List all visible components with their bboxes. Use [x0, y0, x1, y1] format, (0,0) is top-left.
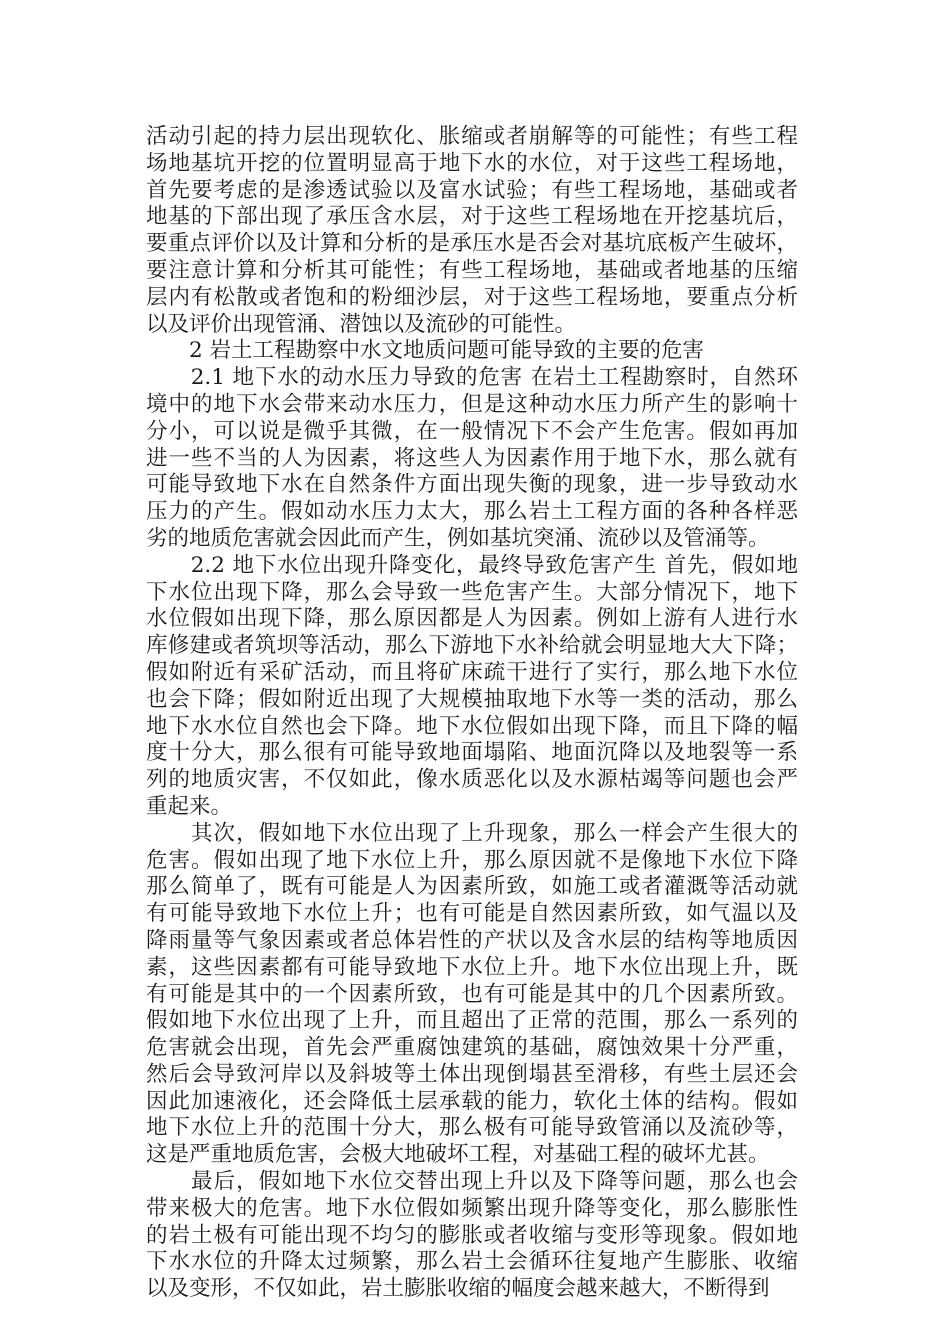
text-line: 地下水位上升的范围十分大，那么极有可能导致管涌以及流砂等， [146, 1115, 798, 1141]
text-line: 列的地质灾害，不仅如此，像水质恶化以及水源枯竭等问题也会严 [146, 767, 798, 793]
text-line: 危害就会出现，首先会严重腐蚀建筑的基础，腐蚀效果十分严重， [146, 1035, 798, 1061]
text-line: 那么简单了，既有可能是人为因素所致，如施工或者灌溉等活动就 [146, 874, 798, 900]
text-line: 危害。假如出现了地下水位上升，那么原因就不是像地下水位下降 [146, 847, 798, 873]
text-line: 要注意计算和分析其可能性；有些工程场地，基础或者地基的压缩 [146, 257, 798, 283]
text-line: 以及评价出现管涌、潜蚀以及流砂的可能性。 [146, 311, 577, 337]
text-line: 地下水水位自然也会下降。地下水位假如出现下降，而且下降的幅 [146, 713, 798, 739]
text-line: 活动引起的持力层出现软化、胀缩或者崩解等的可能性；有些工程 [146, 124, 798, 149]
text-line: 分小，可以说是微乎其微，在一般情况下不会产生危害。假如再加 [146, 418, 798, 444]
text-line: 地基的下部出现了承压含水层，对于这些工程场地在开挖基坑后， [146, 204, 798, 230]
text-line: 也会下降；假如附近出现了大规模抽取地下水等一类的活动，那么 [146, 686, 798, 712]
text-line: 2.1 地下水的动水压力导致的危害 在岩土工程勘察时，自然环 [146, 365, 798, 391]
paragraph [146, 821, 798, 1169]
text-line: 库修建或者筑坝等活动，那么下游地下水补给就会明显地大大下降； [146, 633, 798, 659]
text-line: 的岩土极有可能出现不均匀的膨胀或者收缩与变形等现象。假如地 [146, 1222, 798, 1248]
paragraph [146, 1169, 798, 1303]
text-line: 2 岩土工程勘察中水文地质问题可能导致的主要的危害 [146, 338, 705, 364]
text-line: 最后，假如地下水位交替出现上升以及下降等问题，那么也会 [146, 1169, 798, 1195]
text-line: 场地基坑开挖的位置明显高于地下水的水位，对于这些工程场地， [146, 150, 798, 176]
paragraph [146, 124, 798, 338]
text-line: 劣的地质危害就会因此而产生，例如基坑突涌、流砂以及管涌等。 [146, 525, 770, 551]
text-line: 境中的地下水会带来动水压力，但是这种动水压力所产生的影响十 [146, 391, 798, 417]
paragraph [146, 338, 798, 365]
text-line: 2.2 地下水位出现升降变化，最终导致危害产生 首先，假如地 [146, 552, 798, 578]
text-line: 要重点评价以及计算和分析的是承压水是否会对基坑底板产生破坏， [146, 231, 798, 257]
text-line: 素，这些因素都有可能导致地下水位上升。地下水位出现上升，既 [146, 954, 798, 980]
text-line: 首先要考虑的是渗透试验以及富水试验；有些工程场地，基础或者 [146, 177, 798, 203]
text-line: 有可能是其中的一个因素所致，也有可能是其中的几个因素所致。 [146, 981, 798, 1007]
text-line: 下水位出现下降，那么会导致一些危害产生。大部分情况下，地下 [146, 579, 798, 605]
text-line: 假如地下水位出现了上升，而且超出了正常的范围，那么一系列的 [146, 1008, 798, 1034]
text-line: 有可能导致地下水位上升；也有可能是自然因素所致，如气温以及 [146, 901, 798, 927]
text-line: 假如附近有采矿活动，而且将矿床疏干进行了实行，那么地下水位 [146, 659, 798, 685]
text-line: 进一些不当的人为因素，将这些人为因素作用于地下水，那么就有 [146, 445, 798, 471]
paragraph [146, 365, 798, 553]
text-line: 可能导致地下水在自然条件方面出现失衡的现象，进一步导致动水 [146, 472, 798, 498]
text-line: 度十分大，那么很有可能导致地面塌陷、地面沉降以及地裂等一系 [146, 740, 798, 766]
paragraph [146, 553, 798, 821]
text-line: 带来极大的危害。地下水位假如频繁出现升降等变化，那么膨胀性 [146, 1195, 798, 1221]
document-body [146, 124, 798, 1303]
text-line: 压力的产生。假如动水压力太大，那么岩土工程方面的各种各样恶 [146, 499, 798, 525]
text-line: 层内有松散或者饱和的粉细沙层，对于这些工程场地，要重点分析 [146, 284, 798, 310]
text-line: 下水水位的升降太过频繁，那么岩土会循环往复地产生膨胀、收缩 [146, 1249, 798, 1275]
text-line: 重起来。 [146, 793, 233, 819]
text-line: 降雨量等气象因素或者总体岩性的产状以及含水层的结构等地质因 [146, 927, 798, 953]
text-line: 因此加速液化，还会降低土层承载的能力，软化土体的结构。假如 [146, 1088, 798, 1114]
text-line: 其次，假如地下水位出现了上升现象，那么一样会产生很大的 [146, 820, 798, 846]
text-line: 这是严重地质危害，会极大地破坏工程，对基础工程的破坏尤甚。 [146, 1142, 770, 1168]
text-line: 以及变形，不仅如此，岩土膨胀收缩的幅度会越来越大，不断得到 [146, 1276, 770, 1302]
text-line: 水位假如出现下降，那么原因都是人为因素。例如上游有人进行水 [146, 606, 798, 632]
text-line: 然后会导致河岸以及斜坡等土体出现倒塌甚至滑移，有些土层还会 [146, 1061, 798, 1087]
